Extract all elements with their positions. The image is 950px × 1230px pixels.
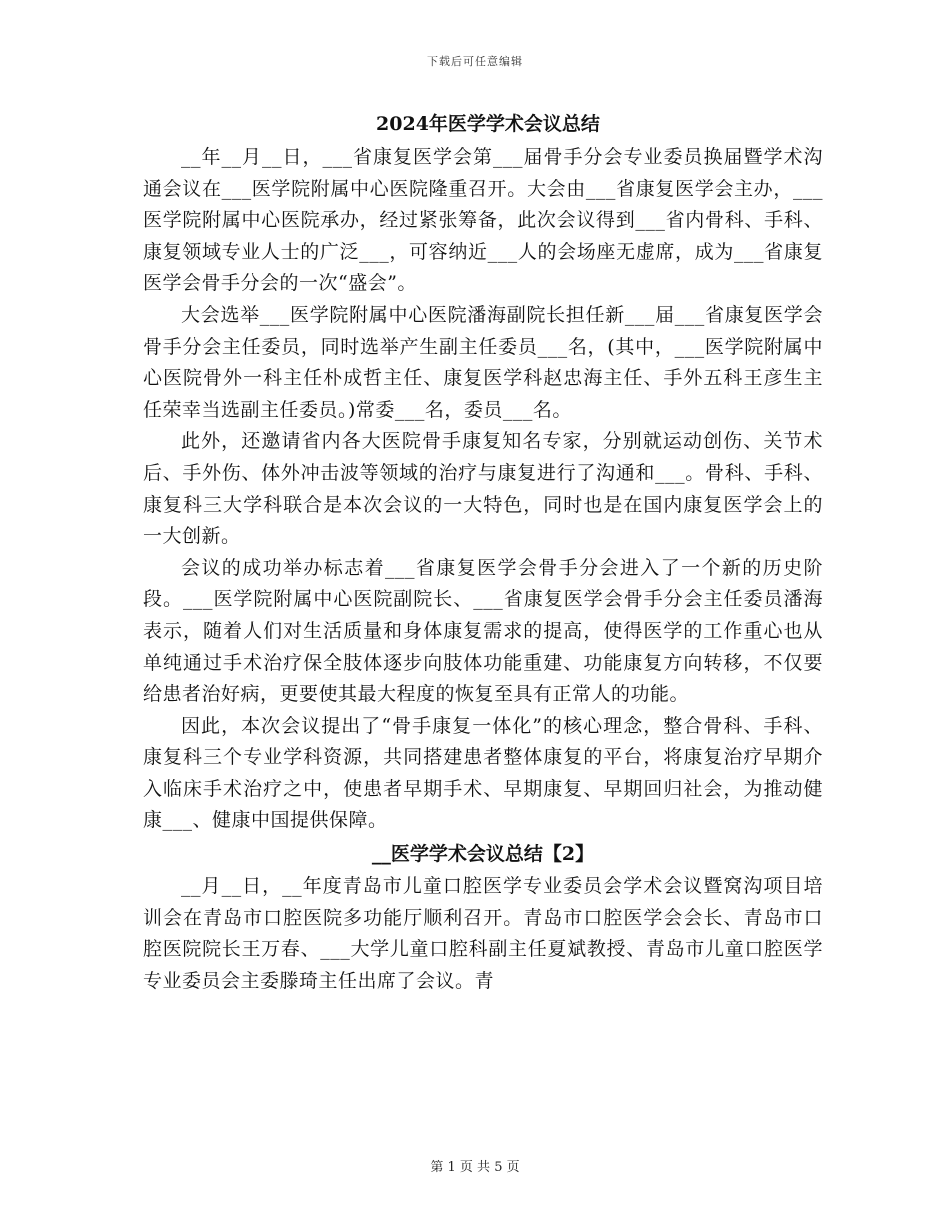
paragraph: __月__日，__年度青岛市儿童口腔医学专业委员会学术会议暨窝沟项目培训会在青岛市口腔医院多功能厅顺利召开。青岛市口腔医学会会长、青岛市口腔医院院长王万春、___大学儿童口腔科副主任夏斌教授、青岛市儿童口腔医学专业委员会主委滕琦主任出席了会议。青 — [143, 875, 823, 992]
paragraph: 此外，还邀请省内各大医院骨手康复知名专家，分别就运动创伤、关节术后、手外伤、体外冲击波等领域的治疗与康复进行了沟通和___。骨科、手科、康复科三大学科联合是本次会议的一大特色，同时也是在国内康复医学会上的一大创新。 — [143, 430, 823, 548]
page-header-note: 下载后可任意编辑 — [427, 55, 523, 68]
paragraph: 因此，本次会议提出了“骨手康复一体化”的核心理念，整合骨科、手科、康复科三个专业学科资源，共同搭建患者整体康复的平台，将康复治疗早期介入临床手术治疗之中，使患者早期手术、早期康复、早期回归社会，为推动健康___、健康中国提供保障。 — [143, 714, 823, 832]
page-number: 第 1 页 共 5 页 — [430, 1160, 520, 1175]
document-body — [143, 106, 823, 997]
document-title: 2024年医学学术会议总结 — [376, 113, 600, 135]
paragraph: __年__月__日，___省康复医学会第___届骨手分会专业委员换届暨学术沟通会议在___医学院附属中心医院隆重召开。大会由___省康复医学会主办，___医学院附属中心医院承办，经过紧张筹备，此次会议得到___省内骨科、手科、康复领域专业人士的广泛___，可容纳近___人的会场座无虚席，成为___省康复医学会骨手分会的一次“盛会”。 — [143, 146, 823, 295]
paragraph: 大会选举___医学院附属中心医院潘海副院长担任新___届___省康复医学会骨手分会主任委员，同时选举产生副主任委员___名，(其中，___医学院附属中心医院骨外一科主任朴成哲主任、康复医学科赵忠海主任、手外五科王彦生主任荣幸当选副主任委员。)常委___名，委员___名。 — [143, 303, 823, 421]
paragraph: 会议的成功举办标志着___省康复医学会骨手分会进入了一个新的历史阶段。___医学院附属中心医院副院长、___省康复医学会骨手分会主任委员潘海表示，随着人们对生活质量和身体康复需求的提高，使得医学的工作重心也从单纯通过手术治疗保全肢体逐步向肢体功能重建、功能康复方向转移，不仅要给患者治好病，更要使其最大程度的恢复至具有正常人的功能。 — [143, 556, 823, 706]
section-title: __医学学术会议总结【2】 — [371, 843, 595, 866]
